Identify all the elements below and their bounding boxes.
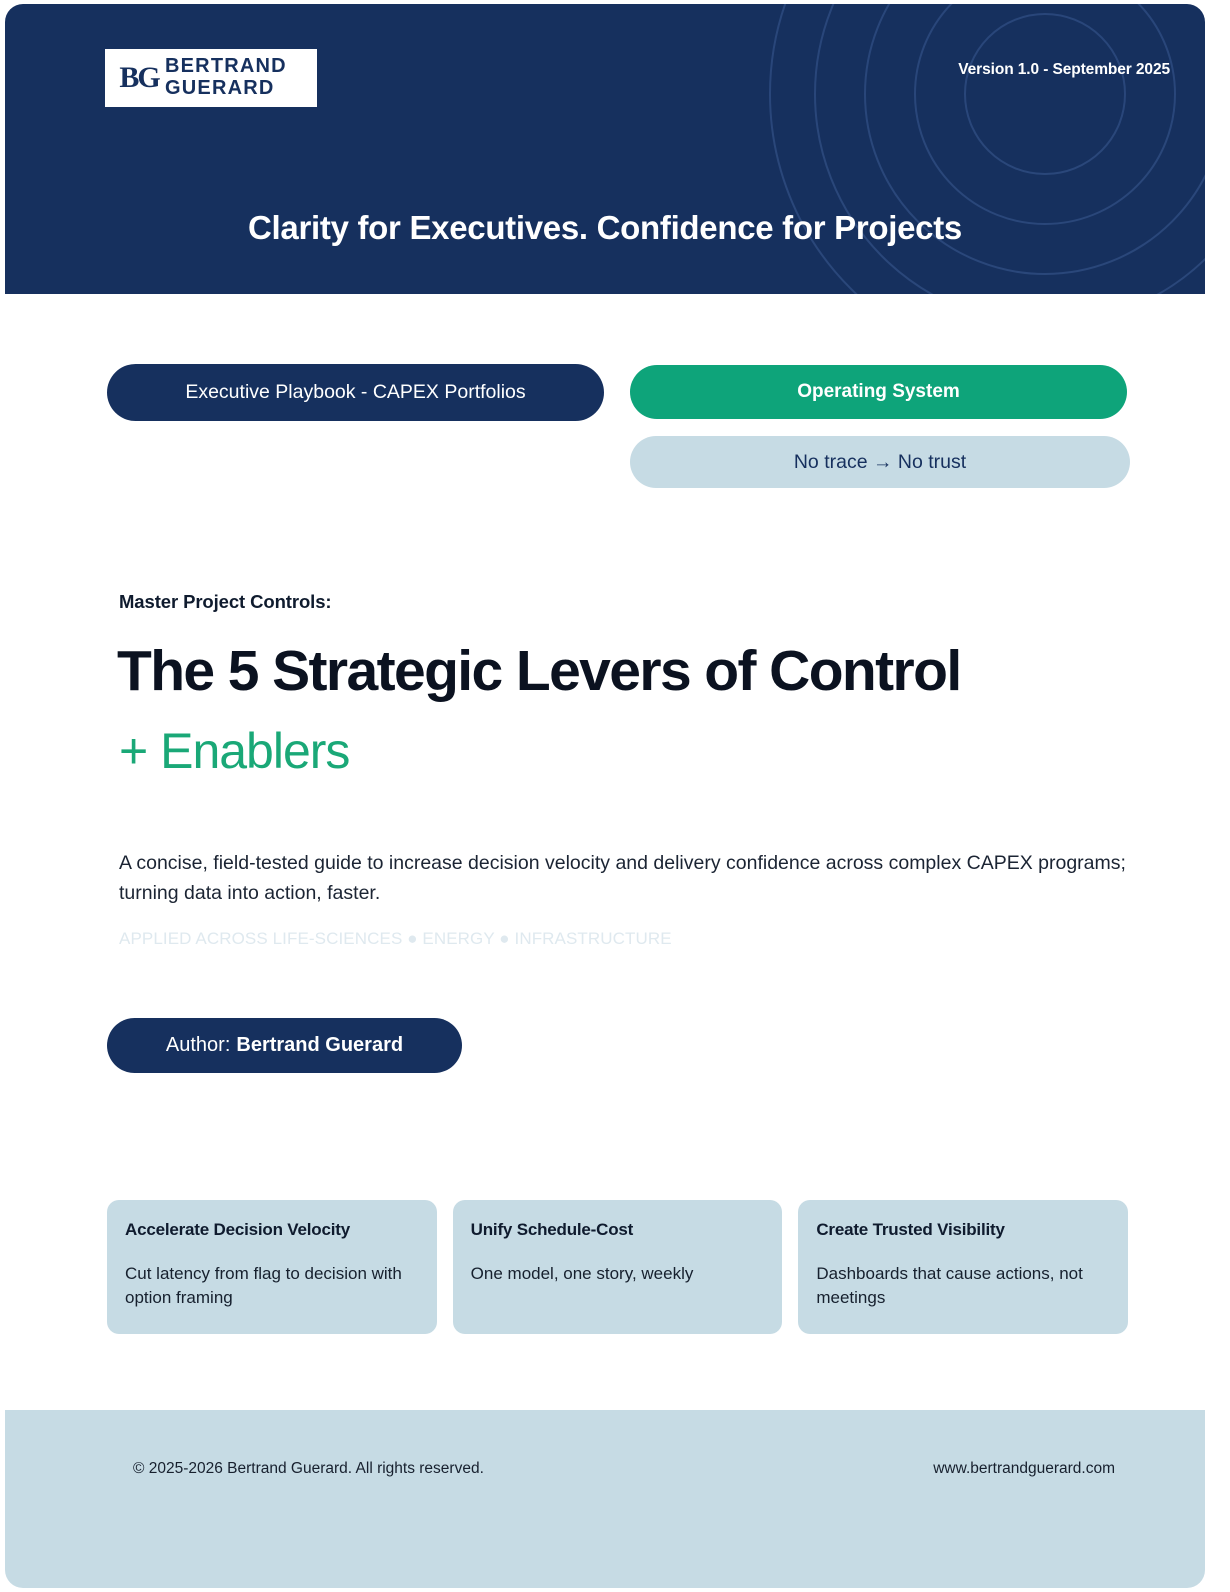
eyebrow-text: Master Project Controls: — [119, 591, 332, 612]
logo-monogram: BG — [119, 61, 159, 94]
author-label: Author: — [165, 1034, 231, 1056]
header-tagline: Clarity for Executives. Confidence for Projects — [248, 209, 962, 246]
document-header — [5, 4, 1205, 294]
website-link[interactable]: www.bertrandguerard.com — [933, 1460, 1115, 1477]
badge-no-trace-no-trust: No trace → No trust — [630, 436, 1130, 488]
logo-wordmark-line2: GUERARD — [165, 77, 275, 99]
logo-wordmark-line1: BERTRAND — [165, 55, 287, 78]
card-title: Accelerate Decision Velocity — [125, 1220, 350, 1239]
card-title: Unify Schedule-Cost — [470, 1220, 634, 1239]
highlight-card — [453, 1200, 783, 1334]
applied-industries-text: APPLIED ACROSS LIFE-SCIENCES ● ENERGY ● INFRASTRUCTURE — [119, 929, 672, 948]
page-title: The 5 Strategic Levers of Control — [117, 639, 961, 703]
card-text: Cut latency from flag to decision with option framing — [125, 1264, 402, 1308]
card-text: One model, one story, weekly — [470, 1264, 694, 1283]
document-footer — [5, 1410, 1205, 1588]
logo-wordmark — [165, 56, 287, 99]
highlight-card — [107, 1200, 437, 1334]
page-subtitle: + Enablers — [119, 723, 350, 779]
author-name: Bertrand Guerard — [236, 1034, 404, 1056]
highlight-card — [798, 1200, 1128, 1334]
logo — [105, 49, 317, 107]
card-title: Create Trusted Visibility — [816, 1220, 1005, 1239]
badge-executive-playbook: Executive Playbook - CAPEX Portfolios — [107, 364, 604, 421]
badge-operating-system: Operating System — [630, 365, 1127, 419]
copyright-text: © 2025-2026 Bertrand Guerard. All rights reserved. — [133, 1460, 484, 1477]
lede-paragraph: A concise, field-tested guide to increase decision velocity and delivery confidence across complex CAPEX programs; turning data into action, faster. — [119, 852, 1126, 904]
card-text: Dashboards that cause actions, not meetings — [816, 1264, 1083, 1308]
version-label: Version 1.0 - September 2025 — [958, 61, 1170, 78]
concentric-rings-decoration — [765, 4, 1205, 294]
author-badge — [107, 1018, 462, 1073]
highlight-cards — [107, 1200, 1128, 1334]
